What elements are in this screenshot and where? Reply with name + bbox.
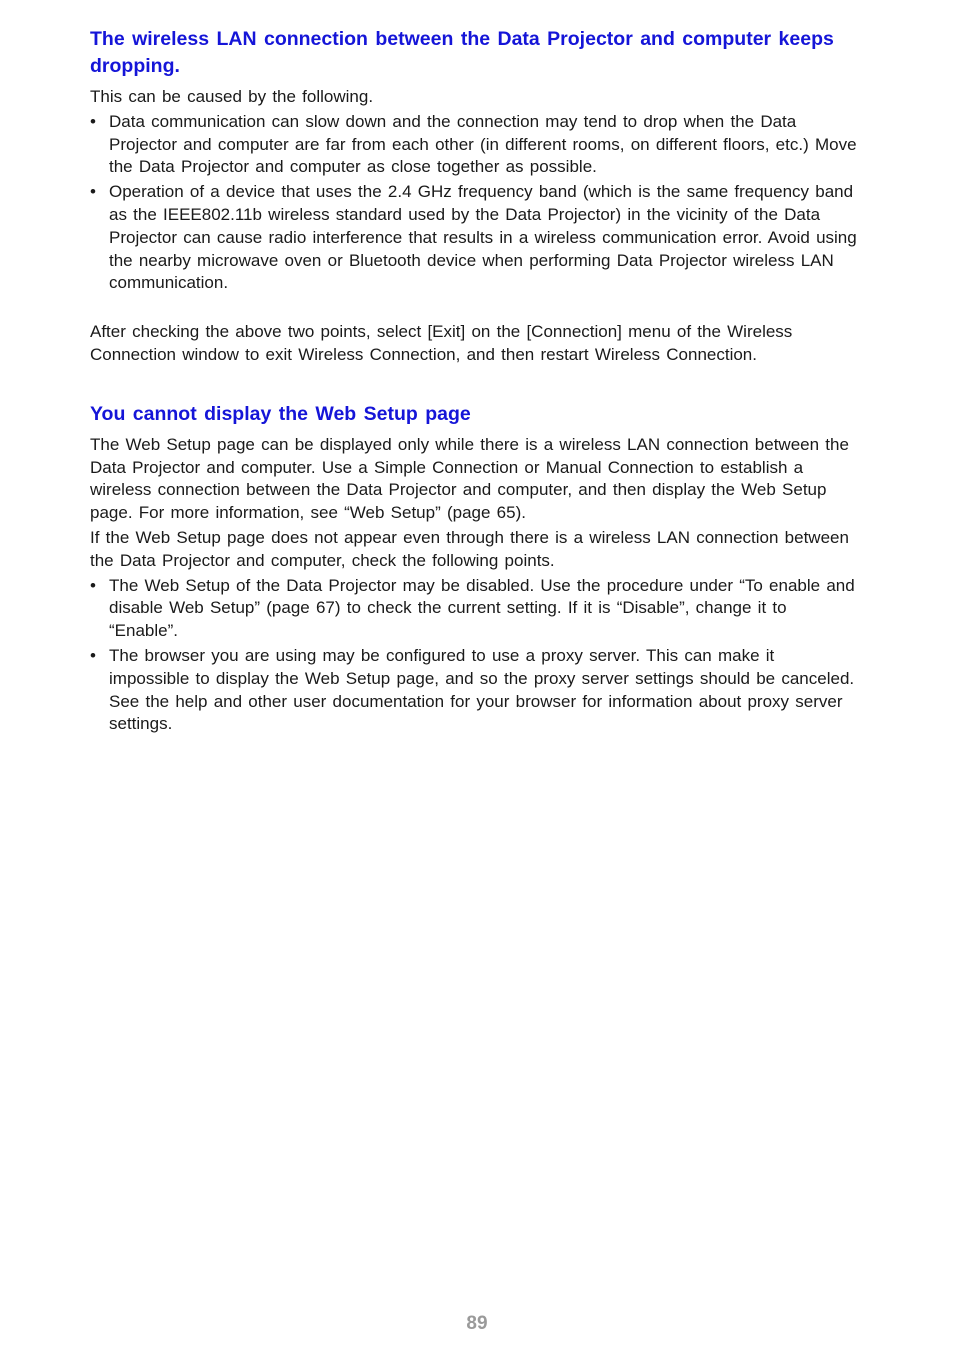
section-intro: This can be caused by the following. — [90, 87, 374, 106]
bullet-marker: • — [90, 182, 96, 202]
list-item-text: Operation of a device that uses the 2.4 GHz frequency band (which is the same frequency band as the IEEE802.11b wireless standard used by the Data Projector) in the vicinity of the Data Projector can cause radio interference that results in a wireless communication error. Avoid using the nearby microwave oven or Bluetooth device when performing Data Projector wireless LAN communication. — [109, 182, 857, 293]
list-item — [90, 111, 860, 179]
list-item-text: Data communication can slow down and the connection may tend to drop when the Data Projector and computer are far from each other (in different rooms, on different floors, etc.) Move the Data Projector and computer as close together as possible. — [109, 111, 857, 177]
page-number: 89 — [466, 1313, 488, 1334]
cause-list — [90, 111, 860, 295]
web-setup-paragraph-2: If the Web Setup page does not appear even through there is a wireless LAN connection between the Data Projector and computer, check the following points. — [90, 527, 849, 570]
document-page — [90, 26, 860, 738]
list-item-text: The Web Setup of the Data Projector may be disabled. Use the procedure under “To enable and disable Web Setup” (page 67) to check the current setting. If it is “Disable”, change it to “Enable”. — [109, 575, 855, 641]
check-points-list — [90, 575, 860, 737]
after-check-paragraph: After checking the above two points, select [Exit] on the [Connection] menu of the Wireless Connection window to exit Wireless Connection, and then restart Wireless Connection. — [90, 322, 793, 364]
list-item — [90, 181, 860, 295]
bullet-marker: • — [90, 111, 96, 131]
list-item — [90, 645, 860, 736]
list-item — [90, 575, 860, 643]
bullet-marker: • — [90, 645, 96, 665]
section-heading-wireless-dropping: The wireless LAN connection between the Data Projector and computer keeps dropping. — [90, 28, 834, 77]
web-setup-paragraph-1: The Web Setup page can be displayed only while there is a wireless LAN connection between the Data Projector and computer. Use a Simple Connection or Manual Connection to establish a wireless connection between the Data Projector and computer, and then display the Web Setup page. For more information, see “Web Setup” (page 65). — [90, 434, 849, 523]
list-item-text: The browser you are using may be configured to use a proxy server. This can make it impossible to display the Web Setup page, and so the proxy server settings should be canceled. See the help and other user documentation for your browser for information about proxy server settings. — [109, 645, 855, 734]
section-heading-web-setup: You cannot display the Web Setup page — [90, 402, 471, 425]
bullet-marker: • — [90, 575, 96, 595]
